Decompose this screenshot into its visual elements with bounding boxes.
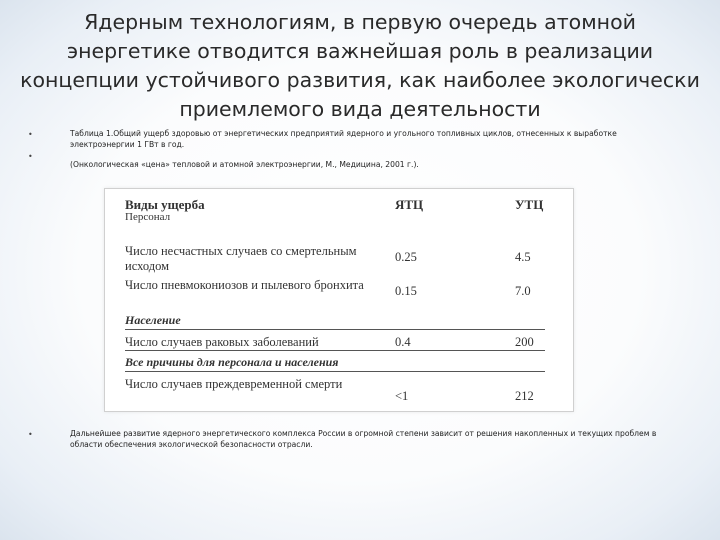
- bullet-marker: •: [28, 430, 33, 439]
- table-cell-ytc: 0.4: [395, 335, 411, 349]
- table-row-label: Число пневмокониозов и пылевого бронхита: [125, 278, 364, 292]
- table-cell-utc: 4.5: [515, 250, 531, 264]
- table-row-label: Число случаев преждевременной смерти: [125, 377, 343, 391]
- table-cell-ytc: 0.15: [395, 284, 417, 298]
- table-divider: [125, 371, 545, 372]
- bullet-text-conclusion: Дальнейшее развитие ядерного энергетического комплекса России в огромной степени зависит от решения накопленных и текущих проблем в области обеспечения экологической безопасности отрасли.: [70, 429, 657, 449]
- table-cell-ytc: 0.25: [395, 250, 417, 264]
- bullet-text-source: (Онкологическая «цена» тепловой и атомной электроэнергии, М., Медицина, 2001 г.).: [70, 160, 419, 169]
- table-cell-utc: 212: [515, 389, 534, 403]
- table-divider: [125, 329, 545, 330]
- title-line: Ядерным технологиям, в первую очередь атомной: [84, 10, 636, 34]
- damage-table-image: [104, 188, 574, 412]
- table-section-population: Население: [125, 313, 181, 327]
- title-line: концепции устойчивого развития, как наиболее экологически: [20, 68, 700, 92]
- table-header-ytc: ЯТЦ: [395, 197, 424, 212]
- table-header-utc: УТЦ: [515, 197, 544, 212]
- table-section-personnel: Персонал: [125, 211, 171, 223]
- table-divider: [125, 350, 545, 351]
- bullet-marker: •: [28, 152, 33, 161]
- table-section-all-causes: Все причины для персонала и населения: [125, 355, 339, 369]
- table-row-label: Число несчастных случаев со смертельным исходом: [125, 244, 357, 273]
- bullet-marker: •: [28, 130, 33, 139]
- title-line: энергетике отводится важнейшая роль в реализации: [66, 39, 654, 63]
- table-header-damage-type: Виды ущерба: [125, 197, 205, 212]
- table-cell-utc: 200: [515, 335, 534, 349]
- table-row-label: Число случаев раковых заболеваний: [125, 335, 319, 349]
- title-line: приемлемого вида деятельности: [179, 97, 541, 121]
- slide-title: [20, 8, 700, 124]
- bullet-text-table-caption: Таблица 1.Общий ущерб здоровью от энергетических предприятий ядерного и угольного топливных циклов, отнесенных к выработке электроэнергии 1 ГВт в год.: [70, 129, 617, 149]
- table-cell-utc: 7.0: [515, 284, 531, 298]
- table-cell-ytc: <1: [395, 389, 409, 403]
